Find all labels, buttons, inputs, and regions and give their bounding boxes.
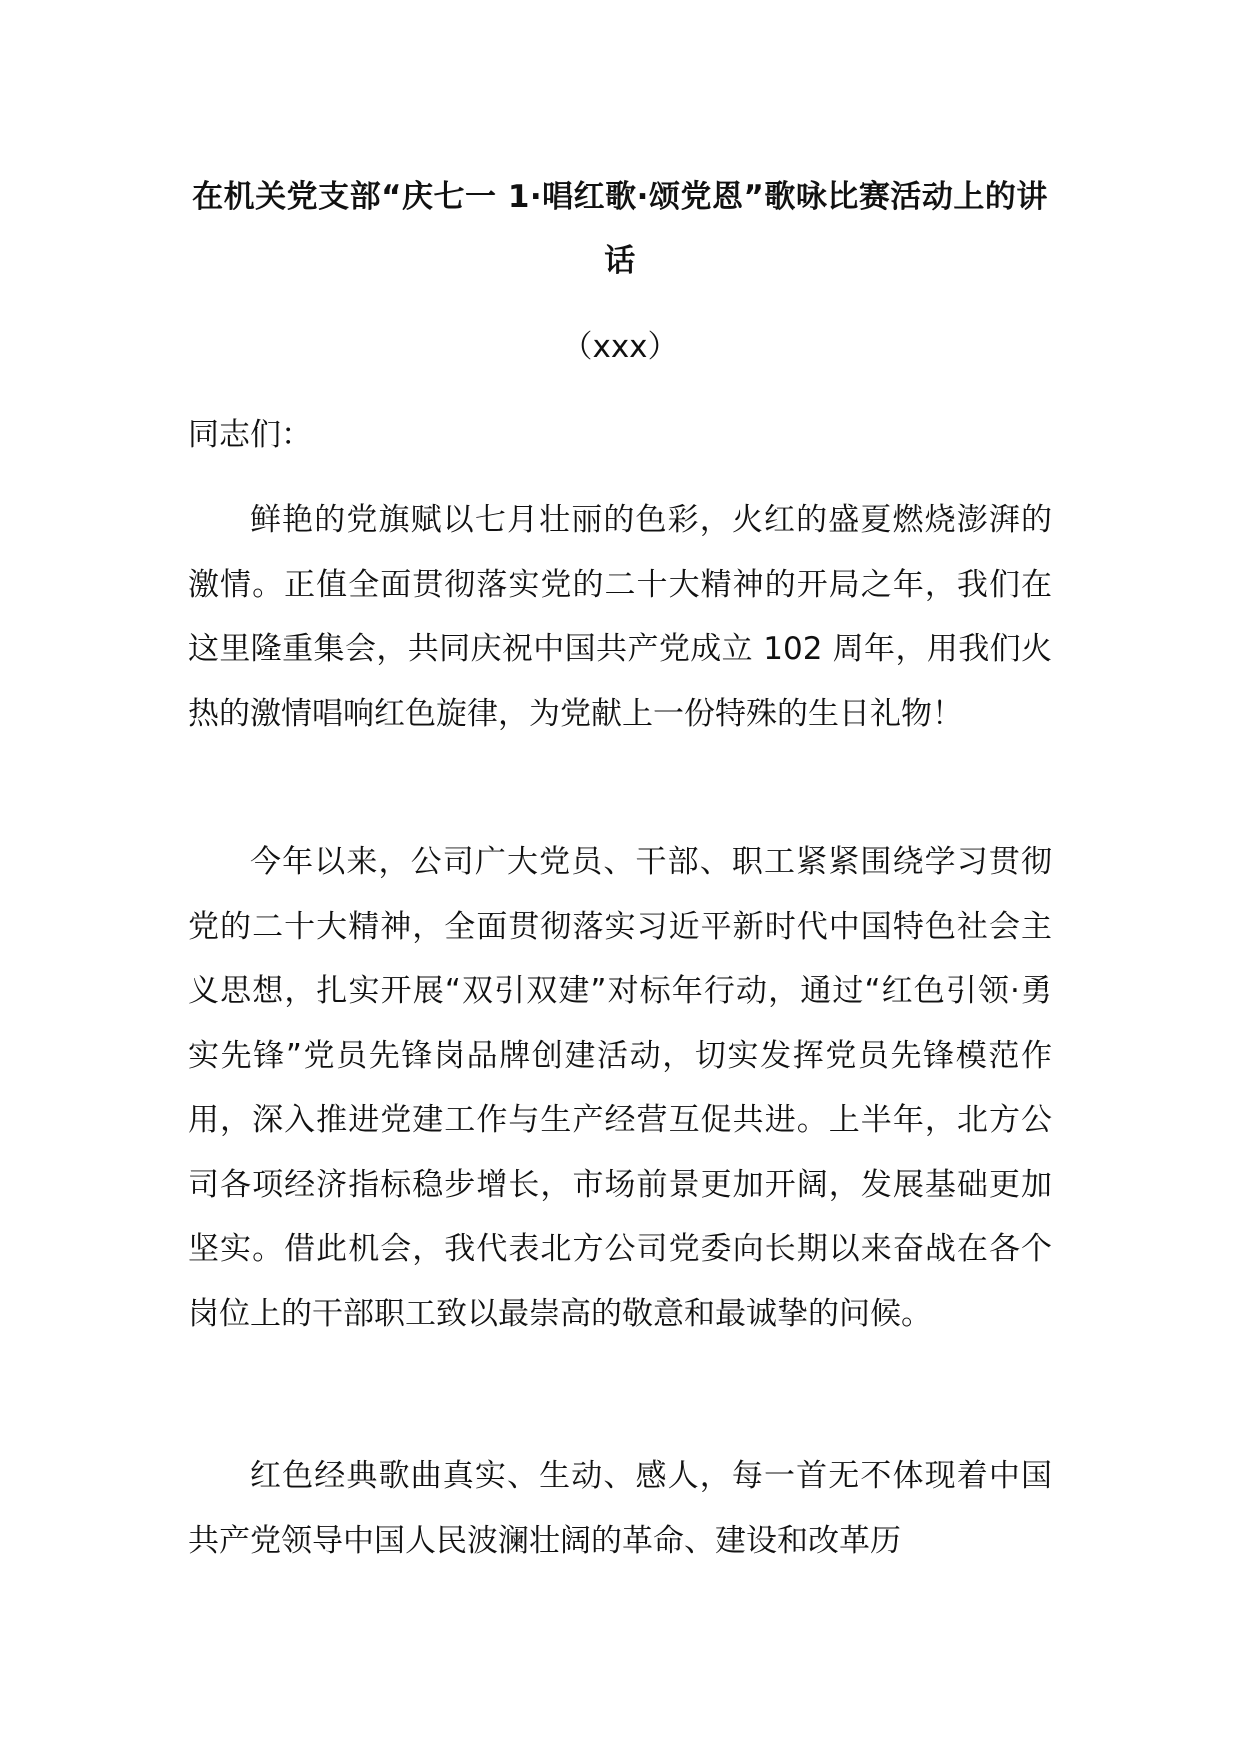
paragraph-1: 鲜艳的党旗赋以七月壮丽的色彩，火红的盛夏燃烧澎湃的激情。正值全面贯彻落实党的二十大精神的开局之年，我们在这里隆重集会，共同庆祝中国共产党成立 102 周年，用我们火热的激情唱响红色旋律，为党献上一份特殊的生日礼物！ xyxy=(188,502,1052,732)
paragraph-2: 今年以来，公司广大党员、干部、职工紧紧围绕学习贯彻党的二十大精神，全面贯彻落实习近平新时代中国特色社会主义思想，扎实开展“双引双建”对标年行动，通过“红色引领·勇实先锋”党员先锋岗品牌创建活动，切实发挥党员先锋模范作用，深入推进党建工作与生产经营互促共进。上半年，北方公司各项经济指标稳步增长，市场前景更加开阔，发展基础更加坚实。借此机会，我代表北方公司党委向长期以来奋战在各个岗位上的干部职工致以最崇高的敬意和最诚挚的问候。 xyxy=(188,844,1052,1332)
document-author: （xxx） xyxy=(561,329,679,365)
salutation: 同志们： xyxy=(188,417,312,453)
paragraph-3: 红色经典歌曲真实、生动、感人，每一首无不体现着中国共产党领导中国人民波澜壮阔的革命、建设和改革历 xyxy=(188,1458,1052,1559)
document-title: 在机关党支部“庆七一 1·唱红歌·颂党恩”歌咏比赛活动上的讲话 xyxy=(192,179,1048,279)
